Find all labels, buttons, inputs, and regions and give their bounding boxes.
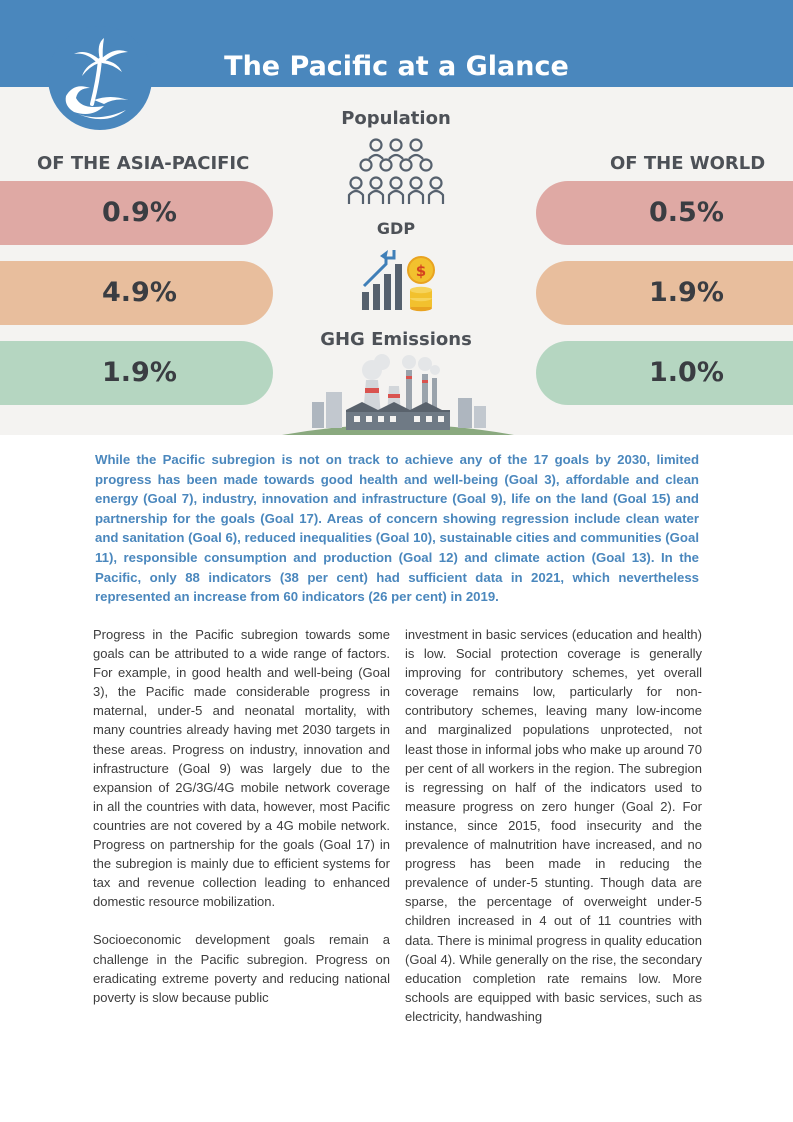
gdp-world-pill <box>536 261 793 325</box>
gdp-world-value: 1.9% <box>649 277 724 308</box>
summary-paragraph: While the Pacific subregion is not on track to achieve any of the 17 goals by 2030, limited progress has been made towards good health and well-being (Goal 3), affordable and clean energy (Goal 7), industry, innovation and infrastructure (Goal 9), life on the land (Goal 15) and partnership for the goals (Goal 17). Areas of concern showing regression include clean water and sanitation (Goal 6), reduced inequalities (Goal 10), sustainable cities and communities (Goal 11), responsible consumption and production (Goal 12) and climate action (Goal 13). In the Pacific, only 88 indicators (38 per cent) had sufficient data in 2021, which nevertheless represented an increase from 60 indicators (26 per cent) in 2019. <box>95 452 699 605</box>
gdp-label: GDP <box>376 219 416 238</box>
ghg-world-pill <box>536 341 793 405</box>
population-asia-pacific-value: 0.9% <box>102 197 177 228</box>
gdp-asia-pacific-pill <box>0 261 273 325</box>
population-world-pill <box>536 181 793 245</box>
body-paragraph: Socioeconomic development goals remain a challenge in the Pacific subregion. Progress on eradicating extreme poverty and reducing national poverty is slow because public <box>93 932 390 1005</box>
population-label: Population <box>341 108 451 129</box>
people-group-icon <box>346 137 446 210</box>
world-heading: OF THE WORLD <box>610 153 766 174</box>
population-asia-pacific-pill <box>0 181 273 245</box>
ghg-emissions-label: GHG Emissions <box>320 329 472 350</box>
growth-chart-coins-icon <box>360 246 436 317</box>
body-paragraph: Progress in the Pacific subregion towards some goals can be attributed to a wide range of factors. For example, in good health and well-being (Goal 3), the Pacific made considerable progress in maternal, under-5 and neonatal mortality, with many countries already having met 2030 targets in these areas. Progress on industry, innovation and infrastructure (Goal 9) was largely due to the expansion of 2G/3G/4G mobile network coverage in all the countries with data, however, most Pacific countries are not covered by a 4G mobile network. Progress on partnership for the goals (Goal 17) in the subregion is mainly due to efficient systems for tax and revenue collection leading to enhanced domestic resource mobilization. <box>93 627 390 910</box>
ghg-world-value: 1.0% <box>649 357 724 388</box>
body-paragraph: investment in basic services (education and health) is low. Social protection coverage is generally improving for contributory schemes, yet overall coverage remains low, particularly for non-contributory schemes, leaving many low-income and marginalized populations unprotected, not least those in informal jobs who make up around 70 per cent of all workers in the region. The subregion is regressing on half of the indicators used to measure progress on zero hunger (Goal 2). For instance, since 2015, food insecurity and the prevalence of malnutrition have increased, and no progress has been made in reducing the prevalence of under-5 stunting. Though data are sparse, the percentage of overweight under-5 children increased in 4 out of 11 countries with data. There is minimal progress in quality education (Goal 4). While generally on the rise, the secondary education completion rate remains low. More schools are equipped with basic services, such as electricity, handwashing <box>405 627 703 1024</box>
svg-text:$: $ <box>415 262 427 280</box>
ghg-asia-pacific-pill <box>0 341 273 405</box>
factory-emissions-icon <box>282 352 514 440</box>
population-world-value: 0.5% <box>649 197 724 228</box>
gdp-asia-pacific-value: 4.9% <box>102 277 177 308</box>
page-title: The Pacific at a Glance <box>224 51 569 82</box>
ghg-asia-pacific-value: 1.9% <box>102 357 177 388</box>
asia-pacific-heading: OF THE ASIA-PACIFIC <box>37 153 250 174</box>
body-column-right <box>405 625 702 1045</box>
body-column-left <box>93 625 390 1026</box>
